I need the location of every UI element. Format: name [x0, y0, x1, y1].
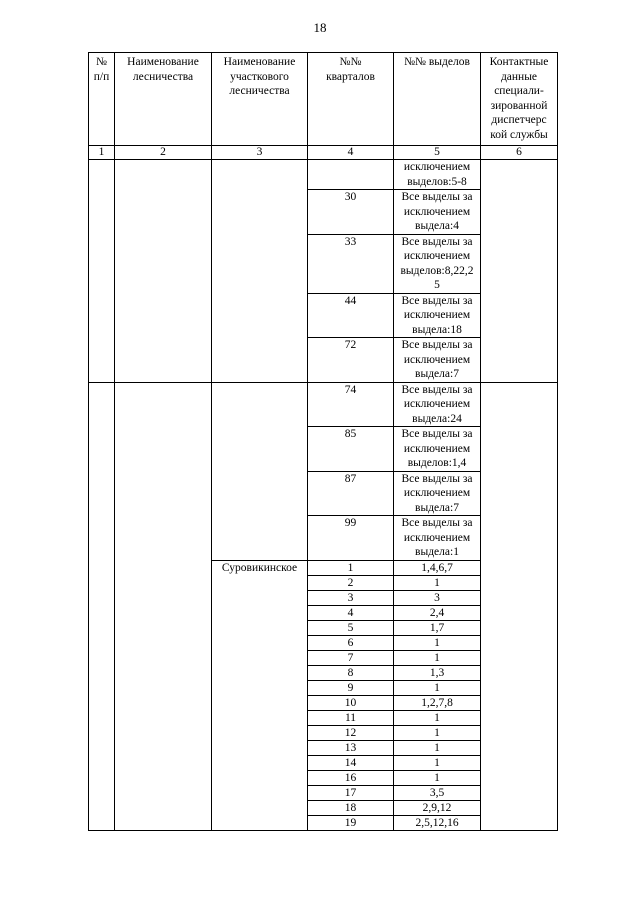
quarter-cell: 10 — [308, 695, 394, 710]
sections-cell — [394, 160, 481, 190]
contacts-cell — [481, 382, 558, 830]
quarter-cell: 1 — [308, 560, 394, 575]
section-line: выдела:7 — [415, 368, 459, 380]
quarter-cell: 7 — [308, 650, 394, 665]
quarter-cell: 14 — [308, 755, 394, 770]
quarter-cell: 4 — [308, 605, 394, 620]
header-district-forestry — [212, 53, 308, 146]
column-number: 2 — [115, 146, 212, 160]
section-line: исключением — [403, 205, 471, 218]
header-line: кой службы — [490, 128, 548, 141]
section-line: Все выделы за — [401, 235, 473, 248]
header-line: Контактные — [489, 56, 549, 68]
sections-cell — [394, 427, 481, 472]
sections-cell: 1 — [394, 770, 481, 785]
quarter-cell: 11 — [308, 710, 394, 725]
section-line: исключением — [403, 487, 471, 499]
number-cell — [89, 160, 115, 383]
section-line: выделов:8,22,2 — [400, 264, 474, 277]
sections-cell: 1 — [394, 635, 481, 650]
quarter-cell: 8 — [308, 665, 394, 680]
district-cell — [212, 382, 308, 560]
quarter-cell: 18 — [308, 800, 394, 815]
header-line: п/п — [93, 70, 110, 83]
quarter-cell: 74 — [308, 382, 394, 427]
sections-cell — [394, 190, 481, 235]
sections-cell: 3,5 — [394, 785, 481, 800]
quarter-cell — [308, 160, 394, 190]
sections-cell: 1 — [394, 755, 481, 770]
district-name: Суровикинское — [212, 560, 308, 830]
section-line: Все выделы за — [401, 191, 473, 203]
sections-cell — [394, 516, 481, 561]
section-line: исключением — [403, 442, 471, 455]
section-line: Все выделы за — [401, 294, 473, 307]
column-number-row — [89, 146, 558, 160]
section-line: выдела:4 — [415, 220, 459, 232]
header-line: зированной — [490, 99, 548, 112]
table-header-row — [89, 53, 558, 146]
header-forestry — [115, 53, 212, 146]
sections-cell: 1,3 — [394, 665, 481, 680]
quarter-cell: 85 — [308, 427, 394, 472]
sections-cell — [394, 338, 481, 383]
section-line: выдела:24 — [412, 412, 462, 425]
section-line: исключением — [403, 531, 471, 544]
sections-cell — [394, 382, 481, 427]
header-line: кварталов — [326, 70, 375, 83]
sections-cell: 1 — [394, 575, 481, 590]
sections-cell: 1,7 — [394, 620, 481, 635]
table-row — [89, 382, 558, 427]
section-line: выделов:5-8 — [407, 175, 467, 188]
section-line: Все выделы за — [401, 472, 473, 485]
sections-cell: 2,9,12 — [394, 800, 481, 815]
forest-quarters-table — [88, 52, 558, 831]
quarter-cell: 16 — [308, 770, 394, 785]
sections-cell: 2,4 — [394, 605, 481, 620]
sections-cell: 1 — [394, 650, 481, 665]
section-line: исключением — [403, 250, 471, 262]
page-number: 18 — [313, 20, 327, 35]
header-line: данные — [500, 70, 538, 83]
column-number: 4 — [308, 146, 394, 160]
sections-cell: 2,5,12,16 — [394, 815, 481, 830]
quarter-cell: 44 — [308, 293, 394, 338]
quarter-cell: 13 — [308, 740, 394, 755]
sections-cell: 1,2,7,8 — [394, 695, 481, 710]
section-line: исключением — [403, 161, 471, 173]
header-line: № — [96, 56, 107, 68]
column-number: 3 — [212, 146, 308, 160]
quarter-cell: 33 — [308, 234, 394, 293]
quarter-cell: 9 — [308, 680, 394, 695]
section-line: выделов:1,4 — [407, 457, 467, 469]
quarter-cell: 2 — [308, 575, 394, 590]
section-line: Все выделы за — [401, 517, 473, 529]
quarter-cell: 99 — [308, 516, 394, 561]
sections-cell — [394, 293, 481, 338]
district-cell — [212, 160, 308, 383]
number-cell — [89, 382, 115, 830]
section-line: Все выделы за — [401, 383, 473, 396]
section-line: выдела:18 — [412, 323, 462, 336]
column-number: 6 — [481, 146, 558, 160]
sections-cell: 1,4,6,7 — [394, 560, 481, 575]
section-line: Все выделы за — [401, 428, 473, 440]
sections-cell: 3 — [394, 590, 481, 605]
header-line: участкового — [230, 70, 289, 83]
quarter-cell: 72 — [308, 338, 394, 383]
header-line: Наименование — [127, 56, 199, 68]
contacts-cell — [481, 160, 558, 383]
quarter-cell: 17 — [308, 785, 394, 800]
section-line: Все выделы за — [401, 339, 473, 351]
quarter-cell: 87 — [308, 471, 394, 516]
quarter-cell: 5 — [308, 620, 394, 635]
quarter-cell: 3 — [308, 590, 394, 605]
sections-cell: 1 — [394, 740, 481, 755]
header-line: Наименование — [223, 56, 296, 68]
header-line: специали- — [494, 85, 544, 97]
sections-cell — [394, 234, 481, 293]
sections-cell: 1 — [394, 680, 481, 695]
column-number: 1 — [89, 146, 115, 160]
header-quarters — [308, 53, 394, 146]
header-line: №№ выделов — [404, 56, 470, 68]
sections-cell: 1 — [394, 710, 481, 725]
forestry-cell — [115, 160, 212, 383]
quarter-cell: 30 — [308, 190, 394, 235]
quarter-cell: 12 — [308, 725, 394, 740]
section-line: исключением — [403, 398, 471, 410]
section-line: выдела:7 — [415, 501, 459, 514]
header-line: №№ — [339, 56, 362, 68]
section-line: исключением — [403, 309, 471, 321]
header-line: лесничества — [229, 85, 290, 97]
quarter-cell: 19 — [308, 815, 394, 830]
table-row — [89, 160, 558, 190]
header-number — [89, 53, 115, 146]
header-line: диспетчерс — [491, 114, 547, 126]
sections-cell — [394, 471, 481, 516]
header-contacts — [481, 53, 558, 146]
section-line: 5 — [434, 279, 440, 291]
quarter-cell: 6 — [308, 635, 394, 650]
forestry-cell — [115, 382, 212, 830]
header-sections — [394, 53, 481, 146]
sections-cell: 1 — [394, 725, 481, 740]
header-line: лесничества — [132, 70, 194, 83]
section-line: исключением — [403, 353, 471, 366]
column-number: 5 — [394, 146, 481, 160]
section-line: выдела:1 — [415, 546, 459, 558]
